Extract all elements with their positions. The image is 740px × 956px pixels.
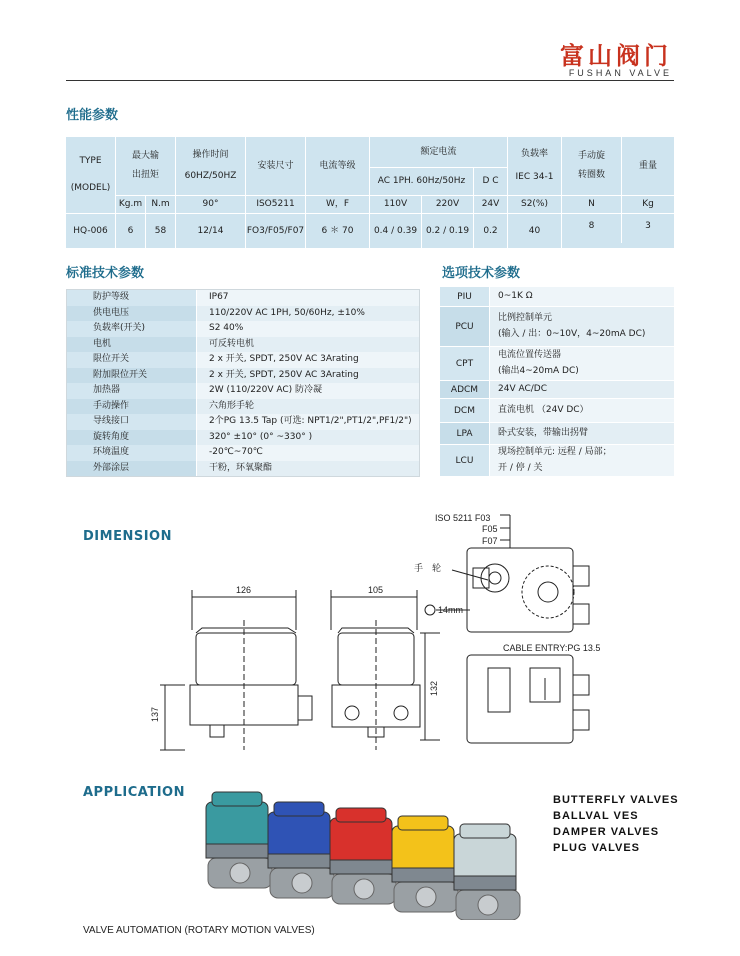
application-item: BUTTERFLY VALVES [553, 794, 679, 806]
standard-value: 320° ±10° (0° ~330° ) [197, 430, 419, 446]
handwheel-unit: N [562, 195, 622, 213]
rated-current-header: 额定电流 [370, 137, 508, 167]
application-title: APPLICATION [83, 785, 185, 800]
standard-value: 2W (110/220V AC) 防冷凝 [197, 383, 419, 399]
option-value-line: 电流位置传送器 [498, 350, 562, 361]
row-c24: 0.2 [474, 214, 508, 248]
row-turns: 8 [562, 209, 622, 243]
row-weight: 3 [645, 220, 651, 231]
option-value-line: 0~1K Ω [498, 290, 533, 301]
option-key: DCM [440, 399, 490, 422]
standard-value: IP67 [197, 290, 419, 306]
dim-hex-label: 14mm [438, 605, 464, 615]
actuator-product-photo [196, 780, 531, 920]
dim-width-105: 105 [368, 585, 384, 595]
option-value-line: 直流电机 （24V DC） [498, 404, 589, 415]
model-label: (MODEL) [70, 183, 111, 193]
mount-header: 安装尺寸 [246, 137, 306, 195]
standard-key: 附加限位开关 [67, 368, 197, 384]
dim-height-137: 137 [150, 706, 160, 722]
dimension-drawing [0, 500, 740, 770]
handwheel-label-2: 转圈数 [577, 170, 605, 180]
option-key: ADCM [440, 381, 490, 398]
weight-header: 重量 [638, 160, 657, 171]
application-item: BALLVAL VES [553, 810, 639, 822]
duty-label: 负载率 [520, 149, 548, 160]
option-value-line: 卧式安装，带输出拐臂 [498, 427, 589, 438]
standard-value: 110/220V AC 1PH, 50/60Hz, ±10% [197, 306, 419, 322]
rated-current-sub: AC 1PH. 60Hz/50Hz [370, 167, 474, 195]
duty-unit: S2(%) [508, 195, 562, 213]
type-label: TYPE [79, 156, 102, 167]
torque-label-1: 最大输 [131, 151, 159, 162]
performance-table [66, 137, 674, 248]
handwheel-header [562, 137, 622, 195]
option-value-line: (输入 / 出：0~10V，4~20mA DC) [498, 328, 646, 339]
option-value-line: (输出4~20mA DC) [498, 365, 579, 376]
standard-row [67, 368, 419, 384]
standard-value: -20℃~70℃ [197, 445, 419, 461]
options-title: 选项技术参数 [442, 266, 521, 281]
row-kgm: 6 [116, 214, 146, 248]
op-time-angle: 90° [176, 195, 246, 213]
standard-row [67, 352, 419, 368]
actuator-unit [206, 792, 272, 888]
torque-header [116, 137, 176, 195]
actuator-unit [454, 824, 520, 920]
standard-value: 2 x 开关, SPDT, 250V AC 3Arating [197, 352, 419, 368]
voltage-220: 220V [422, 195, 474, 213]
row-nm: 58 [146, 214, 176, 248]
standard-row [67, 445, 419, 461]
option-key: CPT [440, 347, 490, 380]
voltage-110: 110V [370, 195, 422, 213]
standard-key: 加热器 [67, 383, 197, 399]
option-value [490, 399, 674, 422]
option-value-line: 比例控制单元 [498, 313, 553, 324]
option-key: LCU [440, 445, 490, 476]
standard-row [67, 290, 419, 306]
standard-value: 可反转电机 [197, 337, 419, 353]
brand-logo-en: FUSHAN VALVE [568, 68, 672, 78]
standard-key: 旋转角度 [67, 430, 197, 446]
option-value [490, 445, 674, 476]
option-value [490, 381, 674, 398]
op-time-sub: 60HZ/50HZ [184, 171, 237, 181]
torque-unit-kgm: Kg.m [116, 195, 146, 213]
row-duty: 40 [508, 214, 562, 248]
dimension-title: DIMENSION [83, 529, 172, 544]
option-value-line: 现场控制单元: 远程 / 局部； [498, 447, 612, 458]
standard-value: 六角形手轮 [197, 399, 419, 415]
current-level-header: 电流等级 [306, 137, 370, 195]
dim-width-126: 126 [236, 585, 252, 595]
option-row [440, 445, 674, 476]
application-item: DAMPER VALVES [553, 826, 660, 838]
standard-key: 环境温度 [67, 445, 197, 461]
standard-row [67, 399, 419, 415]
option-row [440, 307, 674, 346]
application-item: PLUG VALVES [553, 842, 640, 854]
row-c110: 0.4 / 0.39 [370, 214, 422, 248]
option-value-line: 24V AC/DC [498, 383, 547, 394]
actuator-unit [268, 802, 334, 898]
option-key: PIU [440, 287, 490, 306]
option-value [490, 423, 674, 444]
standard-row [67, 337, 419, 353]
standard-title: 标准技术参数 [66, 266, 145, 281]
standard-key: 供电电压 [67, 306, 197, 322]
standard-row [67, 461, 419, 477]
option-key: PCU [440, 307, 490, 346]
torque-unit-nm: N.m [146, 195, 176, 213]
standard-key: 外部涂层 [67, 461, 197, 477]
handwheel-label-1: 手动旋 [577, 151, 605, 162]
dim-height-132: 132 [429, 680, 439, 696]
standard-key: 手动操作 [67, 399, 197, 415]
option-key: LPA [440, 423, 490, 444]
row-model: HQ-006 [66, 214, 116, 248]
dim-handwheel-label: 手 轮 [414, 563, 442, 573]
mount-std: ISO5211 [246, 195, 306, 213]
standard-table [66, 289, 420, 477]
type-header [66, 137, 116, 213]
application-list [553, 792, 679, 856]
option-row [440, 347, 674, 380]
option-row [440, 381, 674, 398]
standard-row [67, 321, 419, 337]
row-c220: 0.2 / 0.19 [422, 214, 474, 248]
option-value-line: 开 / 停 / 关 [498, 462, 543, 473]
standard-key: 防护等级 [67, 290, 197, 306]
dim-f07-label: F07 [482, 536, 498, 546]
option-row [440, 423, 674, 444]
standard-value: 2个PG 13.5 Tap (可选: NPT1/2",PT1/2",PF1/2") [197, 414, 419, 430]
standard-row [67, 430, 419, 446]
brand-logo-cn: 富山阀门 [560, 41, 672, 70]
standard-key: 负载率(开关) [67, 321, 197, 337]
current-level-sub: W，F [306, 195, 370, 213]
options-table [440, 287, 674, 477]
standard-row [67, 383, 419, 399]
standard-key: 限位开关 [67, 352, 197, 368]
row-current-level: 6 ＊ 70 [306, 214, 370, 248]
standard-value: S2 40% [197, 321, 419, 337]
dim-f05-label: F05 [482, 524, 498, 534]
torque-label-2: 出扭矩 [131, 170, 159, 180]
duty-header [508, 137, 562, 195]
option-value [490, 347, 674, 380]
standard-row [67, 306, 419, 322]
weight-unit: Kg [642, 198, 654, 209]
dim-cable-label: CABLE ENTRY:PG 13.5 [503, 643, 601, 653]
header-divider [66, 80, 674, 81]
option-value [490, 287, 674, 306]
standard-key: 导线接口 [67, 414, 197, 430]
actuator-unit [330, 808, 396, 904]
standard-value: 干粉，环氧聚酯 [197, 461, 419, 477]
actuator-unit [392, 816, 458, 912]
dim-iso-label: ISO 5211 F03 [435, 513, 491, 523]
option-row [440, 287, 674, 306]
standard-key: 电机 [67, 337, 197, 353]
row-op-time: 12/14 [176, 214, 246, 248]
dc-label: D C [474, 167, 508, 195]
op-time-header [176, 137, 246, 195]
duty-sub: IEC 34-1 [515, 172, 554, 182]
standard-row [67, 414, 419, 430]
standard-value: 2 x 开关, SPDT, 250V AC 3Arating [197, 368, 419, 384]
option-value [490, 307, 674, 346]
option-row [440, 399, 674, 422]
op-time-label: 操作时间 [192, 150, 229, 161]
footer-caption: VALVE AUTOMATION (ROTARY MOTION VALVES) [83, 925, 315, 936]
row-mount: FO3/F05/F07 [246, 214, 306, 248]
performance-title: 性能参数 [66, 108, 119, 123]
voltage-24: 24V [474, 195, 508, 213]
